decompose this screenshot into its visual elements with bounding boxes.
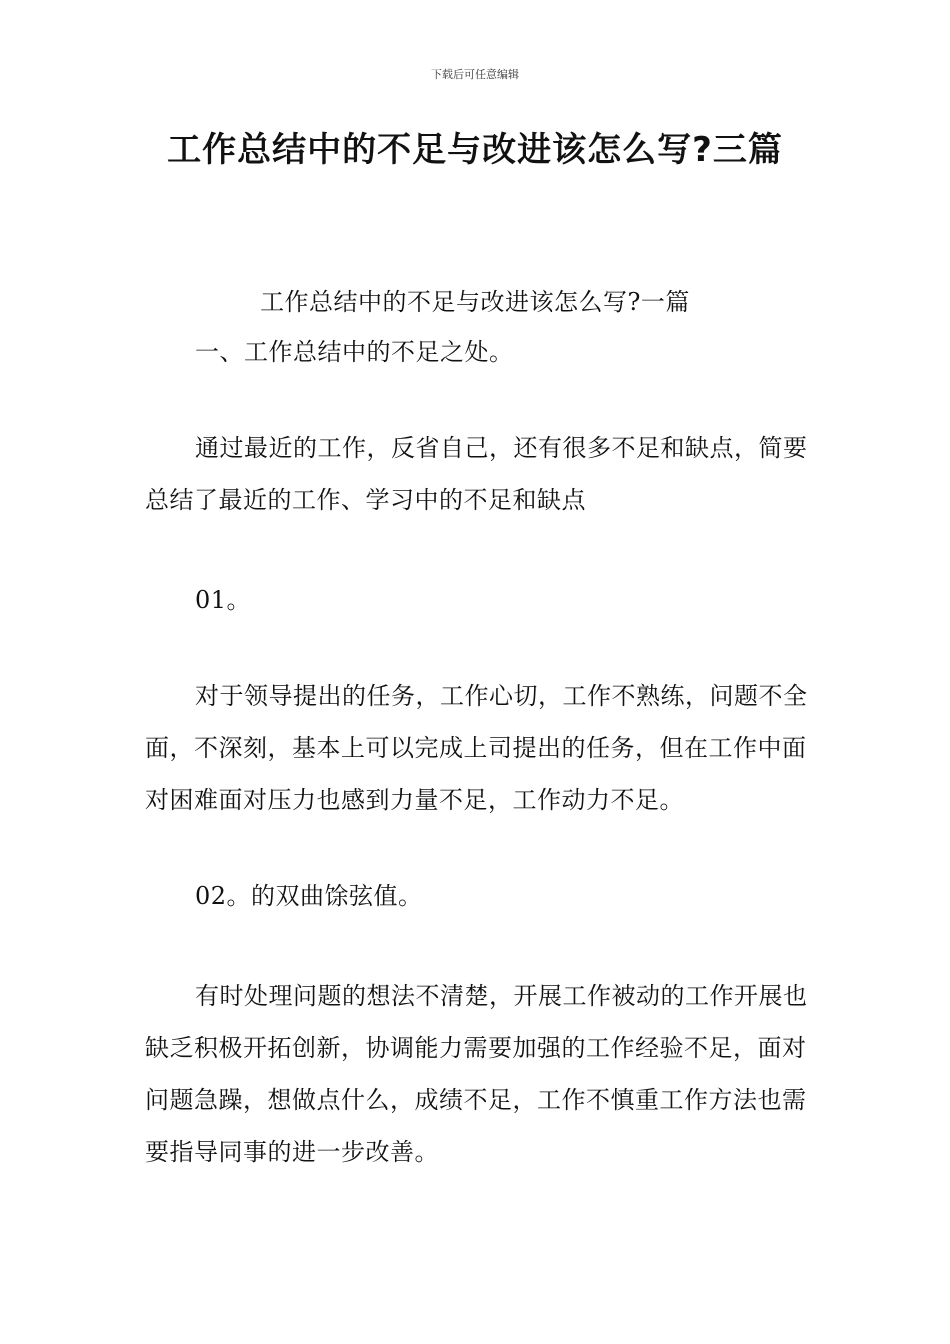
paragraph-4: 02。的双曲馀弦值。 [195, 882, 423, 910]
section-heading: 一、工作总结中的不足之处。 [195, 338, 514, 366]
paragraph-2: 01。 [195, 586, 252, 614]
document-title: 工作总结中的不足与改进该怎么写?三篇 [167, 130, 783, 170]
document-subtitle: 工作总结中的不足与改进该怎么写?一篇 [260, 288, 690, 316]
paragraph-5: 有时处理问题的想法不清楚，开展工作被动的工作开展也缺乏积极开拓创新，协调能力需要加强的工作经验不足，面对问题急躁，想做点什么，成绩不足，工作不慎重工作方法也需要指导同事的进一步改善。 [145, 982, 808, 1166]
page-header-note: 下载后可任意编辑 [431, 68, 519, 81]
paragraph-3: 对于领导提出的任务，工作心切，工作不熟练，问题不全面，不深刻，基本上可以完成上司提出的任务，但在工作中面对困难面对压力也感到力量不足，工作动力不足。 [145, 682, 808, 814]
paragraph-1: 通过最近的工作，反省自己，还有很多不足和缺点，简要总结了最近的工作、学习中的不足和缺点 [145, 434, 808, 514]
